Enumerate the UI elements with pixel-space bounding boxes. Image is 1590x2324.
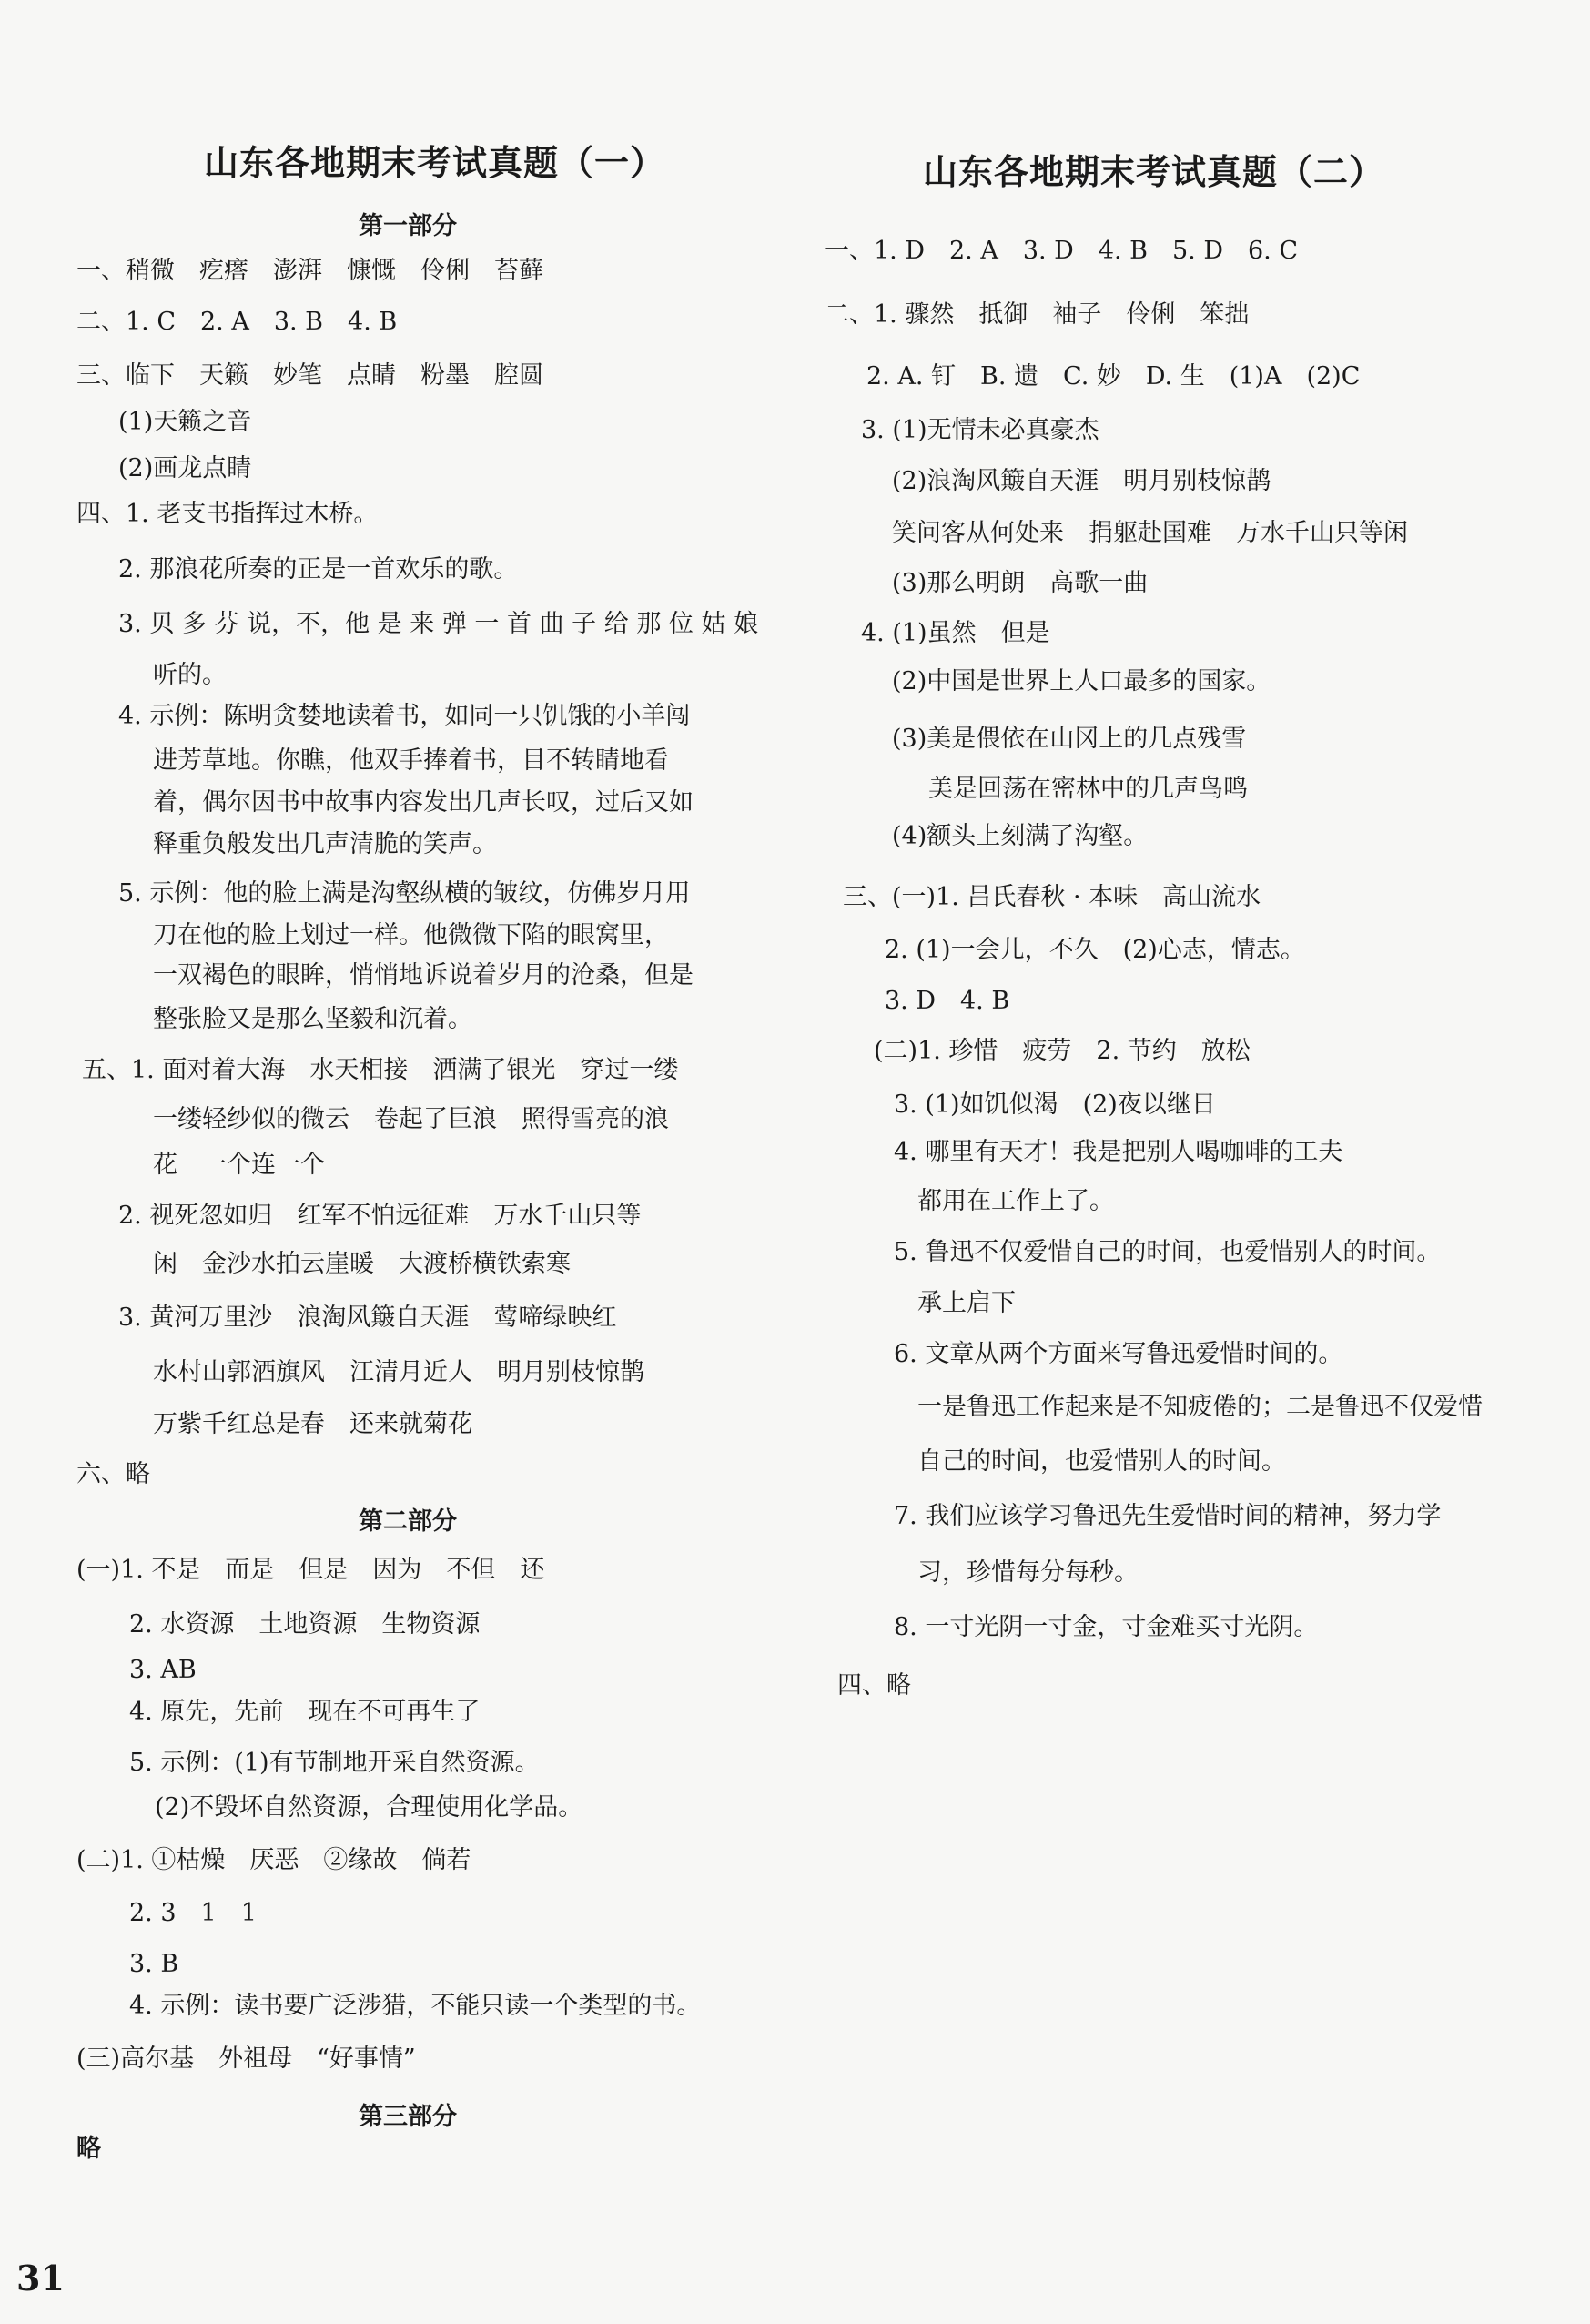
left-title: 山东各地期末考试真题（一） [204,143,666,183]
answer-line: 3. B [129,1950,179,1978]
answer-line: 2. (1)一会儿，不久 (2)心志，情志。 [885,936,1305,964]
answer-line: (三)高尔基 外祖母 “好事情” [76,2045,416,2073]
answer-line: 整张脸又是那么坚毅和沉着。 [153,1005,472,1033]
answer-line: 3. AB [129,1656,197,1684]
answer-line: 刀在他的脸上划过一样。他微微下陷的眼窝里， [153,921,669,949]
answer-line: (二)1. 珍惜 疲劳 2. 节约 放松 [874,1037,1251,1065]
answer-line: (2)中国是世界上人口最多的国家。 [892,667,1271,695]
answer-line: 水村山郭酒旗风 江清月近人 明月别枝惊鹊 [153,1358,644,1386]
answer-line: 3. (1)无情未必真豪杰 [861,416,1099,444]
answer-line: 5. 鲁迅不仅爱惜自己的时间，也爱惜别人的时间。 [894,1238,1442,1266]
answer-line: 一双褐色的眼眸，悄悄地诉说着岁月的沧桑，但是 [153,961,694,989]
answer-line: 3. D 4. B [885,987,1010,1015]
answer-line: (二)1. ①枯燥 厌恶 ②缘故 倘若 [76,1846,471,1874]
answer-line: 2. A. 钉 B. 遗 C. 妙 D. 生 (1)A (2)C [866,362,1361,391]
answer-line: 4. (1)虽然 但是 [861,619,1050,647]
answer-line: 4. 哪里有天才！我是把别人喝咖啡的工夫 [894,1138,1343,1166]
answer-line: 5. 示例：(1)有节制地开采自然资源。 [129,1749,540,1777]
answer-line: 2. 那浪花所奏的正是一首欢乐的歌。 [118,555,519,584]
answer-line: 三、临下 天籁 妙笔 点睛 粉墨 腔圆 [76,361,543,390]
answer-line: 自己的时间，也爱惜别人的时间。 [917,1447,1286,1476]
answer-line: (一)1. 不是 而是 但是 因为 不但 还 [76,1556,545,1584]
answer-line: (3)美是偎依在山冈上的几点残雪 [892,725,1247,753]
answer-line: 进芳草地。你瞧，他双手捧着书，目不转睛地看 [153,746,669,775]
answer-line: 2. 视死忽如归 红军不怕远征难 万水千山只等 [118,1202,642,1230]
answer-line: 2. 水资源 土地资源 生物资源 [129,1610,481,1639]
part1-heading: 第一部分 [359,212,457,240]
answer-line: (2)画龙点睛 [118,454,252,482]
answer-line: 5. 示例：他的脸上满是沟壑纵横的皱纹，仿佛岁月用 [118,879,691,908]
answer-line: 4. 示例：读书要广泛涉猎，不能只读一个类型的书。 [129,1992,702,2020]
answer-line: 四、1. 老支书指挥过木桥。 [76,500,379,528]
answer-line: 笑问客从何处来 捐躯赴国难 万水千山只等闲 [892,519,1408,547]
answer-line: 3. 贝 多 芬 说，不，他 是 来 弹 一 首 曲 子 给 那 位 姑 娘 [118,610,759,638]
page-number: 31 [16,2258,65,2299]
answer-line: 四、略 [837,1671,911,1700]
answer-line: (1)天籁之音 [118,408,252,436]
answer-line: 略 [76,2135,101,2163]
answer-line: 二、1. C 2. A 3. B 4. B [76,308,398,336]
answer-line: 一、1. D 2. A 3. D 4. B 5. D 6. C [825,237,1299,265]
answer-line: (3)那么明朗 高歌一曲 [892,569,1149,597]
answer-line: 一、稍微 疙瘩 澎湃 慷慨 伶俐 苔藓 [76,257,543,285]
answer-line: 都用在工作上了。 [917,1187,1114,1215]
answer-line: 三、(一)1. 吕氏春秋 · 本味 高山流水 [843,883,1261,911]
answer-line: 2. 3 1 1 [129,1899,257,1927]
answer-line: (2)不毁坏自然资源，合理使用化学品。 [155,1793,583,1822]
answer-line: 一是鲁迅工作起来是不知疲倦的；二是鲁迅不仅爱惜 [917,1393,1483,1421]
part2-heading: 第二部分 [359,1507,457,1536]
answer-line: 美是回荡在密林中的几声鸟鸣 [928,775,1248,803]
answer-line: 4. 原先，先前 现在不可再生了 [129,1698,481,1726]
answer-line: 7. 我们应该学习鲁迅先生爱惜时间的精神，努力学 [894,1502,1442,1530]
answer-line: 释重负般发出几声清脆的笑声。 [153,830,497,858]
answer-line: 3. 黄河万里沙 浪淘风簸自天涯 莺啼绿映红 [118,1304,617,1332]
answer-line: 6. 文章从两个方面来写鲁迅爱惜时间的。 [894,1340,1343,1368]
answer-line: 一缕轻纱似的微云 卷起了巨浪 照得雪亮的浪 [153,1105,669,1133]
answer-line: 听的。 [153,661,227,689]
answer-line: 4. 示例：陈明贪婪地读着书，如同一只饥饿的小羊闯 [118,702,691,730]
answer-line: 六、略 [76,1460,150,1488]
answer-line: 8. 一寸光阴一寸金，寸金难买寸光阴。 [894,1613,1319,1641]
answer-line: 承上启下 [917,1289,1016,1317]
answer-line: 习，珍惜每分每秒。 [917,1558,1139,1587]
answer-line: 五、1. 面对着大海 水天相接 洒满了银光 穿过一缕 [82,1056,679,1084]
answer-line: 3. (1)如饥似渴 (2)夜以继日 [894,1091,1216,1119]
answer-line: 二、1. 骤然 抵御 袖子 伶俐 笨拙 [825,300,1250,329]
answer-line: 花 一个连一个 [153,1151,325,1179]
answer-line: 万紫千红总是春 还来就菊花 [153,1410,472,1438]
answer-line: (4)额头上刻满了沟壑。 [892,822,1149,850]
right-title: 山东各地期末考试真题（二） [923,152,1385,192]
answer-line: (2)浪淘风簸自天涯 明月别枝惊鹊 [892,467,1271,495]
answer-line: 闲 金沙水拍云崖暖 大渡桥横铁索寒 [153,1250,571,1278]
part3-heading: 第三部分 [359,2103,457,2131]
answer-line: 着，偶尔因书中故事内容发出几声长叹，过后又如 [153,788,694,817]
